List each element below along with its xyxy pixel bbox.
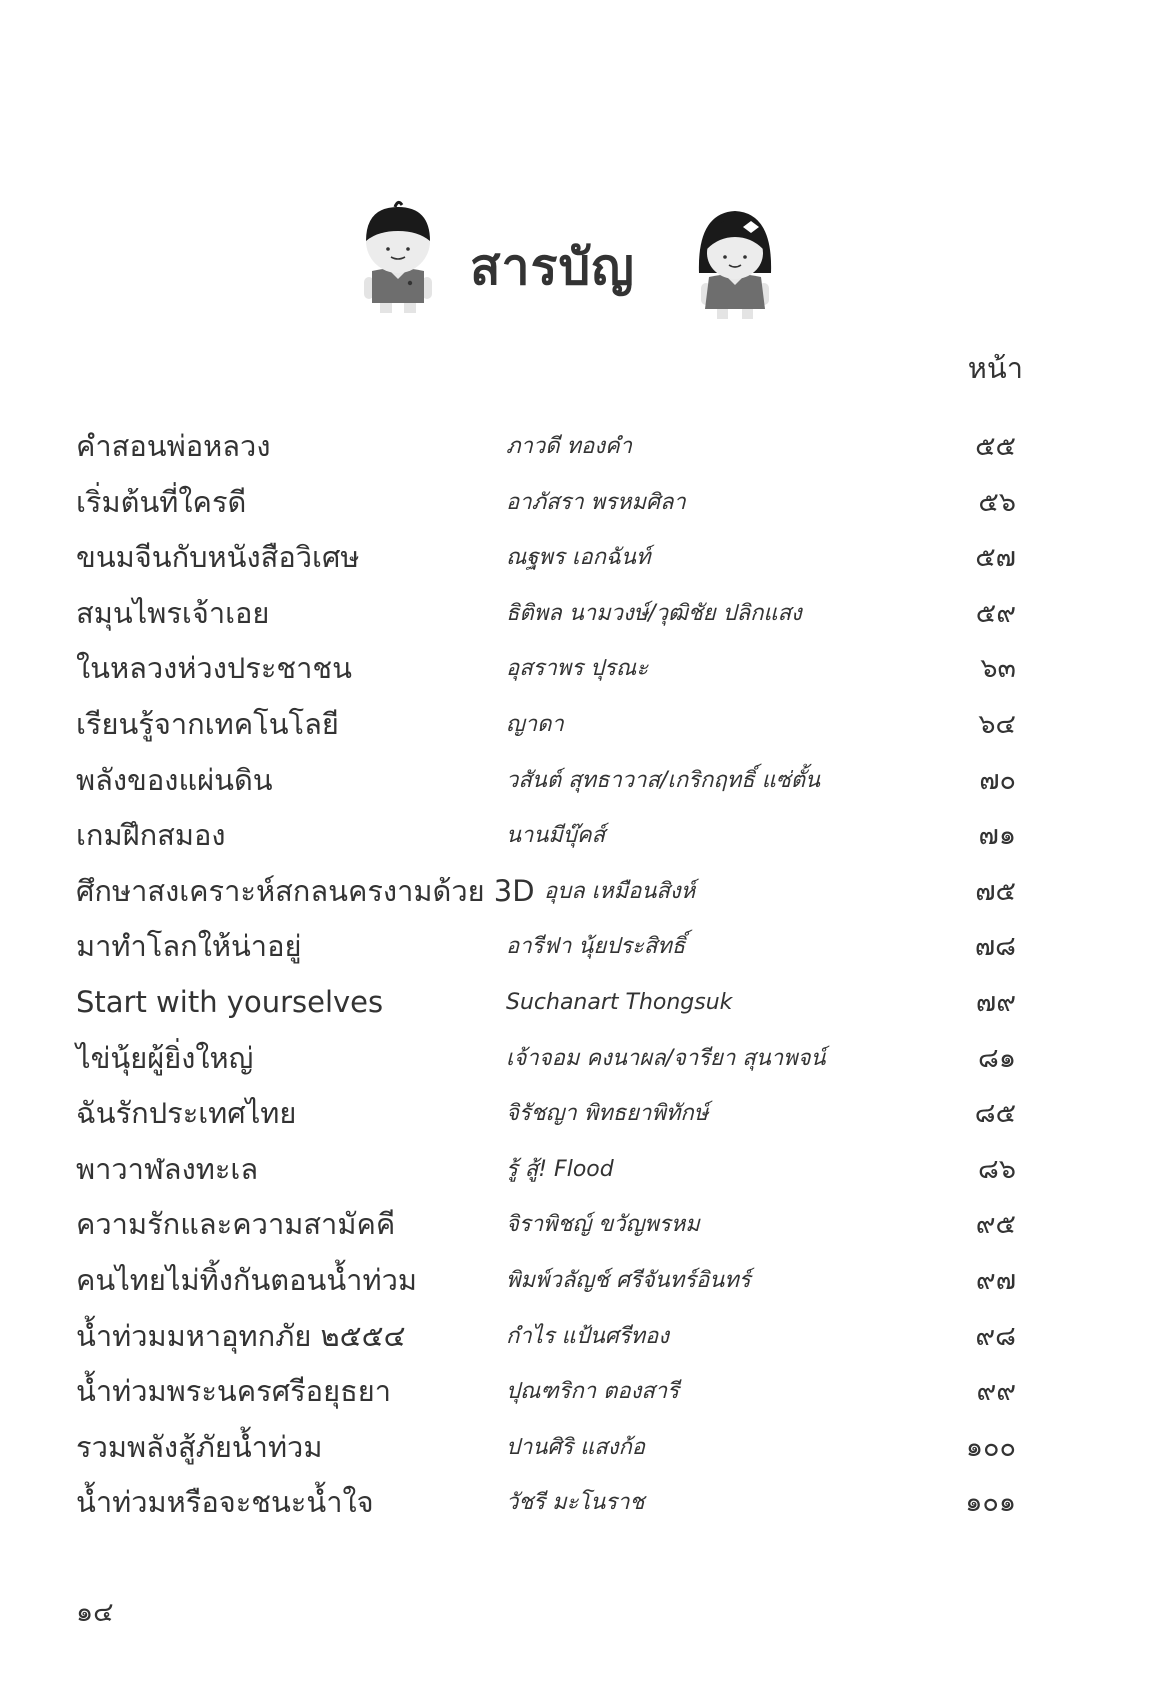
- toc-entry-page: ๗๙: [975, 986, 1016, 1018]
- toc-entry-author: อุบล เหมือนสิงห์: [544, 878, 696, 904]
- toc-entry-title: ขนมจีนกับหนังสือวิเศษ: [76, 540, 360, 575]
- toc-entry-page: ๑๐๐: [965, 1431, 1016, 1463]
- toc-entry-author: รู้ สู้! Flood: [506, 1156, 614, 1182]
- toc-entry-page: ๗๕: [975, 875, 1016, 907]
- toc-entry: [76, 1365, 1016, 1421]
- toc-entry-title: มาทำโลกให้น่าอยู่: [76, 929, 302, 964]
- toc-entry-author: วัชรี มะโนราช: [506, 1490, 645, 1516]
- toc-entry-author: ปุณฑริกา ตองสารี: [506, 1379, 679, 1405]
- toc-entry: [76, 1032, 1016, 1088]
- table-of-contents: [76, 420, 1016, 1532]
- toc-entry: [76, 1198, 1016, 1254]
- toc-entry-author: จิราพิชญ์ ขวัญพรหม: [506, 1212, 700, 1238]
- toc-entry: [76, 865, 1016, 921]
- toc-entry-page: ๖๔: [978, 708, 1016, 740]
- toc-entry-author: วสันต์ สุทธาวาส/เกริกฤทธิ์ แซ่ตั้น: [506, 767, 821, 793]
- toc-entry: [76, 920, 1016, 976]
- toc-entry-title: น้ำท่วมพระนครศรีอยุธยา: [76, 1374, 392, 1409]
- toc-entry: [76, 698, 1016, 754]
- toc-entry: [76, 1254, 1016, 1310]
- toc-entry: [76, 1476, 1016, 1532]
- toc-entry: [76, 1421, 1016, 1477]
- toc-entry-page: ๕๗: [975, 542, 1016, 574]
- toc-entry-title: ศึกษาสงเคราะห์สกลนครงามด้วย 3D: [76, 873, 535, 908]
- toc-entry-title: ในหลวงห่วงประชาชน: [76, 651, 352, 686]
- toc-entry-author: ญาดา: [506, 711, 564, 737]
- toc-entry-title: เรียนรู้จากเทคโนโลยี: [76, 706, 339, 741]
- page-column-label: หน้า: [967, 351, 1023, 385]
- girl-character-icon: [693, 203, 777, 323]
- toc-entry-page: ๕๙: [975, 597, 1016, 629]
- toc-entry: [76, 476, 1016, 532]
- toc-entry-author: นานมีบุ๊คส์: [506, 823, 606, 849]
- toc-entry-author: จิรัชญา พิทธยาพิทักษ์: [506, 1101, 709, 1127]
- toc-entry-page: ๘๕: [974, 1098, 1016, 1130]
- toc-entry-author: อุสราพร ปุรณะ: [506, 656, 649, 682]
- toc-entry-title: เกมฝึกสมอง: [76, 818, 226, 853]
- toc-entry-author: กำไร แป้นศรีทอง: [506, 1323, 669, 1349]
- toc-entry-title: น้ำท่วมมหาอุทกภัย ๒๕๕๔: [76, 1318, 406, 1353]
- toc-entry-title: สมุนไพรเจ้าเอย: [76, 595, 270, 630]
- toc-entry: [76, 420, 1016, 476]
- toc-entry-title: ไข่นุ้ยผู้ยิ่งใหญ่: [76, 1040, 254, 1075]
- toc-entry-page: ๖๓: [980, 653, 1016, 685]
- toc-entry: [76, 809, 1016, 865]
- toc-entry-page: ๘๑: [978, 1042, 1016, 1074]
- toc-entry: [76, 976, 1016, 1032]
- toc-entry-page: ๙๙: [976, 1376, 1016, 1408]
- toc-entry: [76, 587, 1016, 643]
- toc-entry-page: ๑๐๑: [965, 1487, 1016, 1519]
- boy-character-icon: [358, 195, 438, 320]
- toc-entry-page: ๙๕: [975, 1209, 1016, 1241]
- toc-entry: [76, 1087, 1016, 1143]
- toc-entry-page: ๗๐: [979, 764, 1016, 796]
- toc-entry-title: คนไทยไม่ทิ้งกันตอนน้ำท่วม: [76, 1262, 417, 1297]
- toc-entry: [76, 1143, 1016, 1199]
- toc-entry-title: ฉันรักประเทศไทย: [76, 1096, 297, 1131]
- toc-entry-title: พาวาฬลงทะเล: [76, 1151, 259, 1186]
- toc-entry-page: ๘๖: [978, 1153, 1016, 1185]
- page-header: [0, 195, 1163, 325]
- toc-entry: [76, 642, 1016, 698]
- toc-entry-author: ภาวดี ทองคำ: [506, 434, 633, 459]
- toc-entry-title: เริ่มต้นที่ใครดี: [76, 484, 247, 519]
- toc-entry-author: อาภัสรา พรหมศิลา: [506, 489, 686, 515]
- toc-entry-page: ๙๗: [975, 1264, 1016, 1296]
- toc-entry-page: ๕๕: [975, 431, 1016, 462]
- page-title: สารบัญ: [470, 238, 635, 296]
- toc-entry: [76, 754, 1016, 810]
- toc-entry-author: พิมพ์วลัญช์ ศรีจันทร์อินทร์: [506, 1267, 751, 1293]
- toc-entry-title: รวมพลังสู้ภัยน้ำท่วม: [76, 1429, 323, 1464]
- toc-entry-title: น้ำท่วมหรือจะชนะน้ำใจ: [76, 1485, 374, 1520]
- toc-entry-title: Start with yourselves: [76, 984, 384, 1019]
- toc-entry-author: ธิติพล นามวงษ์/วุฒิชัย ปลิกแสง: [506, 600, 802, 626]
- toc-entry-author: เจ้าจอม คงนาผล/จารียา สุนาพจน์: [506, 1045, 826, 1071]
- toc-entry-page: ๕๖: [978, 486, 1016, 518]
- page-number: ๑๔: [76, 1597, 114, 1628]
- toc-entry-title: พลังของแผ่นดิน: [76, 762, 273, 797]
- toc-entry-title: ความรักและความสามัคคี: [76, 1207, 396, 1242]
- toc-entry-page: ๙๘: [975, 1320, 1016, 1352]
- toc-entry-title: คำสอนพ่อหลวง: [76, 429, 271, 463]
- toc-entry-page: ๗๑: [978, 820, 1016, 852]
- toc-entry-author: ณฐพร เอกฉันท์: [506, 545, 651, 571]
- toc-entry: [76, 1310, 1016, 1366]
- toc-entry-author: ปานศิริ แสงก้อ: [506, 1434, 646, 1460]
- toc-entry-author: อารีฟา นุ้ยประสิทธิ์: [506, 934, 686, 960]
- toc-entry: [76, 531, 1016, 587]
- toc-entry-page: ๗๘: [974, 931, 1016, 963]
- toc-entry-author: Suchanart Thongsuk: [506, 989, 733, 1015]
